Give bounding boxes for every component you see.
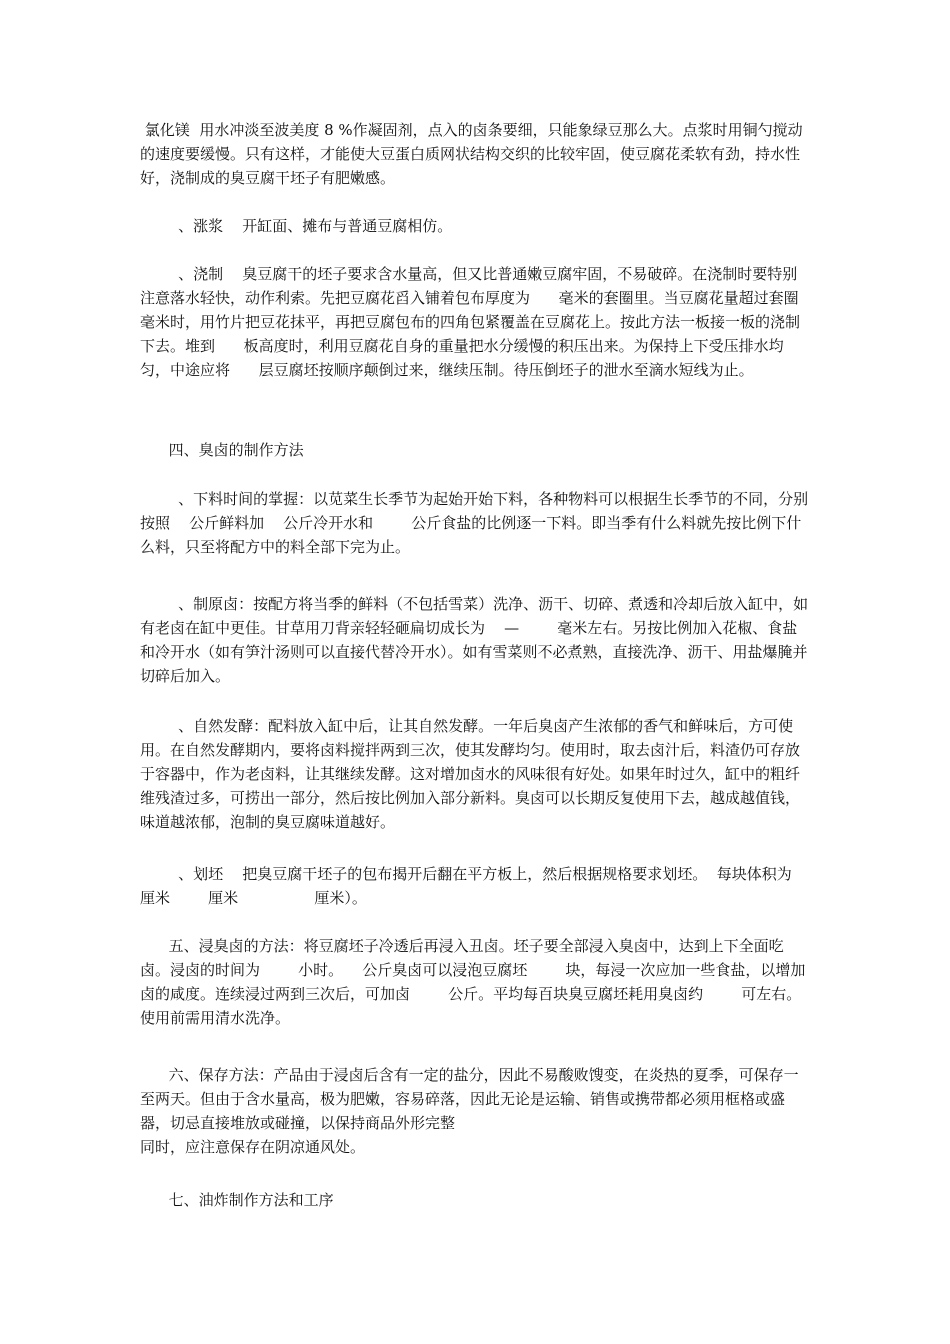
paragraph-soaking: 五、浸臭卤的方法：将豆腐坯子冷透后再浸入丑卤。坯子要全部浸入臭卤中，达到上下全面吃卤。浸卤的时间为 小时。 公斤臭卤可以浸泡豆腐坯 块，每浸一次应加一些食盐，以增加卤的咸度。连续浸过两到三次后，可加卤 公斤。平均每百块臭豆腐坯耗用臭卤约 可左右。使用前需用清水洗净。 xyxy=(140,937,806,1027)
paragraph-storage: 六、保存方法：产品由于浸卤后含有一定的盐分，因此不易酸败馊变，在炎热的夏季，可保存一至两天。但由于含水量高，极为肥嫩，容易碎落，因此无论是运输、销售或携带都必须用框格或盛器，切忌直接堆放或碰撞，以保持商品外形完整 同时，应注意保存在阴凉通风处。 xyxy=(140,1066,799,1156)
paragraph-ingredient-timing: 、下料时间的掌握：以苋菜生长季节为起始开始下料，各种物料可以根据生长季节的不同，分别按照 公斤鲜料加 公斤冷开水和 公斤食盐的比例逐一下料。即当季有什么料就先按比例下什么料，只至将配方中的料全部下完为止。 xyxy=(140,490,809,556)
paragraph-pouring: 、浇制 臭豆腐干的坯子要求含水量高，但又比普通嫩豆腐牢固，不易破碎。在浇制时要特别注意落水轻快，动作利索。先把豆腐花舀入铺着包布厚度为 毫米的套圈里。当豆腐花量超过套圈 毫米时，用竹片把豆花抹平，再把豆腐包布的四角包紧覆盖在豆腐花上。按此方法一板接一板的浇制下去。堆到 板高度时，利用豆腐花自身的重量把水分缓慢的积压出来。为保持上下受压排水均匀，中途应将 层豆腐坯按顺序颠倒过来，继续压制。待压倒坯子的泄水至滴水短线为止。 xyxy=(140,265,828,379)
paragraph-swelling: 、涨浆 开缸面、摊布与普通豆腐相仿。 xyxy=(140,217,453,235)
section-heading-frying: 七、油炸制作方法和工序 xyxy=(140,1191,334,1209)
paragraph-raw-brine: 、制原卤：按配方将当季的鲜料（不包括雪菜）洗净、沥干、切碎、煮透和冷却后放入缸中，如有老卤在缸中更佳。甘草用刀背亲轻轻砸扁切成长为 — 毫米左右。另按比例加入花椒、食盐和冷开水（如有笋汁汤则可以直接代替冷开水）。如有雪菜则不必煮熟，直接洗净、沥干、用盐爆腌并切碎后加入。 xyxy=(140,595,809,685)
paragraph-cutting: 、划坯 把臭豆腐干坯子的包布揭开后翻在平方板上，然后根据规格要求划坯。 每块体积为 厘米 厘米 厘米）。 xyxy=(140,865,830,907)
paragraph-fermentation: 、自然发酵：配料放入缸中后，让其自然发酵。一年后臭卤产生浓郁的香气和鲜味后，方可使用。在自然发酵期内，要将卤料搅拌两到三次，使其发酵均匀。使用时，取去卤汁后，料渣仍可存放于容器中，作为老卤料，让其继续发酵。这对增加卤水的风味很有好处。如果年时过久，缸中的粗纤维残渣过多，可捞出一部分，然后按比例加入部分新料。臭卤可以长期反复使用下去，越成越值钱，味道越浓郁，泡制的臭豆腐味道越好。 xyxy=(140,717,801,831)
section-heading-brine: 四、臭卤的制作方法 xyxy=(140,441,304,459)
paragraph-coagulant: 氯化镁 用水冲淡至波美度 8 %作凝固剂，点入的卤条要细，只能象绿豆那么大。点浆时用铜勺搅动的速度要缓慢。只有这样，才能使大豆蛋白质网状结构交织的比较牢固，使豆腐花柔软有劲，持水性好，浇制成的臭豆腐干坯子有肥嫩感。 xyxy=(140,121,803,187)
